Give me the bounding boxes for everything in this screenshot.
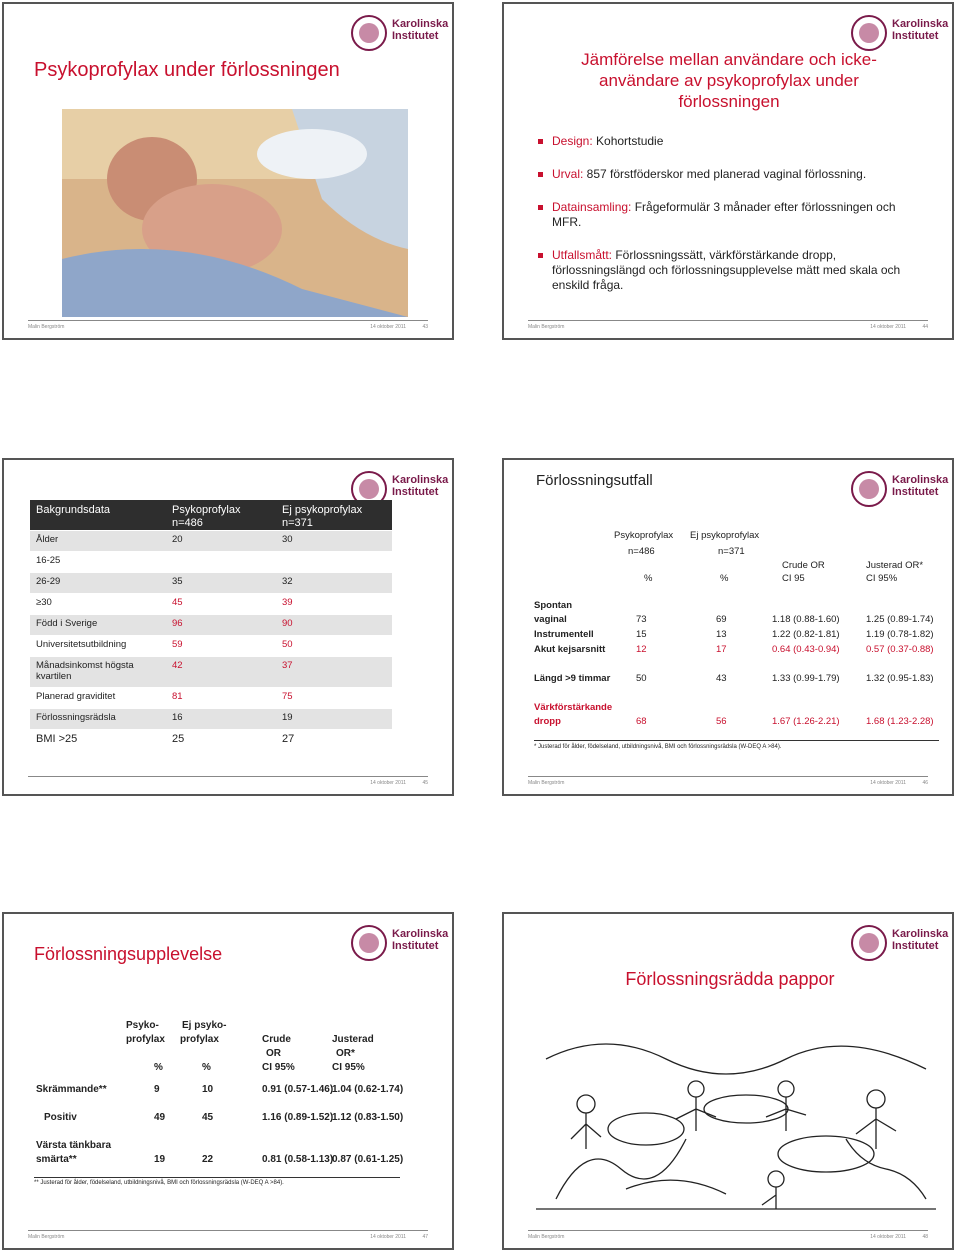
row-value: 20 [172,534,183,545]
slide-46: Karolinska Institutet Förlossningsutfall Psykoprofylax Ej psykoprofylax n=486 n=371 Crude OR Justerad OR* % % CI 95 CI 95% Spontan vaginal 73 69 1.18 (0.88-1.60) 1.25 (0.89-1.74) Instrumentell 15 13 1.22 (0.82-1.81) 1.19 (0.78-1.82) Akut kejsarsnitt 12 17 0.64 (0.43-0.94) 0.57 (0.37-0.88) Längd >9 timmar 50 43 1.33 (0.99-1.79) 1.32 (0.95-1.83) Värkförstärkande dropp 68 56 1.67 (1.26-2.21) 1.68 (1.23-2.28) * Justerad för ålder, födelseland, utbildningsnivå, BMI och förlossningsrädsla (W-DEQ A >84). Malin Bergström 14 oktober 2011 46 [502,458,954,796]
bullet-datainsamling: Datainsamling: Frågeformulär 3 månader efter förlossningen och MFR. [536,200,916,230]
table-row [30,708,392,729]
row-value: 81 [172,691,183,702]
row-value: 59 [172,639,183,650]
row-value: 37 [282,660,293,671]
slide-footer: Malin Bergström 14 oktober 2011 47 [28,1230,428,1242]
row-value: 0.64 (0.43-0.94) [772,644,840,655]
row-label: Född i Sverige [36,618,98,629]
row-value: 1.68 (1.23-2.28) [866,716,934,727]
table-row [30,593,392,614]
row-value: 0.57 (0.37-0.88) [866,644,934,655]
row-value: 42 [172,660,183,671]
karolinska-logo: Karolinska Institutet [850,14,942,52]
row-value: 30 [282,534,293,545]
slide-45 [2,458,454,796]
bullet-urval: Urval: 857 förstföderskor med planerad vaginal förlossning. [536,167,916,182]
table-row [504,614,954,628]
slide-footer: Malin Bergström 14 oktober 2011 48 [528,1230,928,1242]
row-value: 73 [636,614,647,625]
row-label: Planerad graviditet [36,691,116,702]
row-value: 1.12 (0.83-1.50) [332,1112,404,1123]
bullet-design: Design: Kohortstudie [536,134,916,149]
table-header: Bakgrundsdata Psykoprofylax n=486 Ej psykoprofylax n=371 [30,500,392,530]
karolinska-logo: Karolinska Institutet [350,14,442,52]
karolinska-logo: Karolinska Institutet [350,470,442,508]
row-value: 27 [282,733,295,745]
row-label: ≥30 [36,597,52,608]
row-value: 90 [282,618,293,629]
karolinska-logo: Karolinska Institutet [850,470,942,508]
row-label: Positiv [44,1112,77,1123]
table-row [30,729,392,750]
table-row [30,551,392,572]
row-value: 50 [636,673,647,684]
row-value: 50 [282,639,293,650]
table-row [30,656,392,687]
row-value: 1.16 (0.89-1.52) [262,1112,334,1123]
table-row [504,629,954,643]
table-footnote: * Justerad för ålder, födelseland, utbildningsnivå, BMI och förlossningsrädsla (W-DEQ A >84). [534,744,782,750]
row-value: 16 [172,712,183,723]
slide-title: Psykoprofylax under förlossningen [34,59,340,81]
row-label: Skrämmande** [36,1084,107,1095]
row-label: Längd >9 timmar [534,673,611,684]
row-value: 0.91 (0.57-1.46) [262,1084,334,1095]
table-row [30,530,392,551]
slide-48 [502,912,954,1250]
row-value: 56 [716,716,727,727]
table-row [30,687,392,708]
slide-footer: 14 oktober 2011 45 [28,776,428,788]
row-value: 39 [282,597,293,608]
row-label: Ålder [36,534,59,545]
table-row [504,716,954,730]
table-row [504,702,954,716]
bullet-list [536,134,916,311]
slide-47: Karolinska Institutet Förlossningsupplevelse Psyko- Ej psyko- profylax profylax Crude Justerad OR OR* % % CI 95% CI 95% Skrämmande** 9 10 0.91 (0.57-1.46) 1.04 (0.62-1.74) Positiv 49 45 1.16 (0.89-1.52) 1.12 (0.83-1.50) Värsta tänkbara smärta** 19 22 0.81 (0.58-1.13) 0.87 (0.61-1.25) ** Justerad för ålder, födelseland, utbildningsnivå, BMI och förlossningsrädsla (W-DEQ A >84). Malin Bergström 14 oktober 2011 47 [2,912,454,1250]
row-value: 0.87 (0.61-1.25) [332,1154,404,1165]
row-value: 75 [282,691,293,702]
row-value: 1.19 (0.78-1.82) [866,629,934,640]
slide-title: Jämförelse mellan användare och icke-användare av psykoprofylax under förlossningen [581,50,877,111]
table-row [30,635,392,656]
row-value: 1.22 (0.82-1.81) [772,629,840,640]
row-value: 1.32 (0.95-1.83) [866,673,934,684]
karolinska-logo: Karolinska Institutet [350,924,442,962]
seal-icon [350,924,388,962]
seal-icon [850,14,888,52]
row-label: Akut kejsarsnitt [534,644,606,655]
row-label: Universitetsutbildning [36,639,127,650]
row-value: 10 [202,1084,214,1095]
slide-footer: Malin Bergström 14 oktober 2011 46 [528,776,928,788]
table-rule [534,740,939,741]
newborn-photo [62,109,408,317]
row-value: 19 [282,712,293,723]
slide-44 [502,2,954,340]
cartoon-illustration [526,1019,946,1219]
karolinska-logo: Karolinska Institutet [850,924,942,962]
slide-footer: Malin Bergström 14 oktober 2011 44 [528,320,928,332]
row-label: Förlossningsrädsla [36,712,116,723]
row-label: Värsta tänkbara [36,1140,112,1151]
slide-title: Förlossningsupplevelse [34,944,223,964]
slide-title: Förlossningsrädda pappor [625,969,835,989]
row-value: 17 [716,644,727,655]
row-label: Instrumentell [534,629,594,640]
slide-43 [2,2,454,340]
table-row [4,1154,454,1168]
table-row [4,1084,454,1098]
row-value: 13 [716,629,727,640]
row-value: 43 [716,673,727,684]
table-row [504,600,954,614]
row-value: 35 [172,576,183,587]
background-table [30,500,392,750]
row-value: 1.04 (0.62-1.74) [332,1084,404,1095]
row-value: 68 [636,716,647,727]
row-value: 0.81 (0.58-1.13) [262,1154,334,1165]
row-value: 1.33 (0.99-1.79) [772,673,840,684]
table-footnote: ** Justerad för ålder, födelseland, utbildningsnivå, BMI och förlossningsrädsla (W-DEQ A >84). [34,1180,284,1186]
seal-icon [850,924,888,962]
row-value: 32 [282,576,293,587]
bullet-utfallsmatt: Utfallsmått: Förlossningssätt, värkförstärkande dropp, förlossningslängd och förlossningsupplevelse mätt med skala och enskild fråga. [536,248,916,293]
slide-footer: Malin Bergström 14 oktober 2011 43 [28,320,428,332]
slide-title: Förlossningsutfall [536,472,653,489]
row-label: smärta** [36,1154,77,1165]
table-row [504,644,954,658]
row-value: 19 [154,1154,166,1165]
row-label: 16-25 [36,555,61,566]
row-value: 45 [202,1112,214,1123]
table-row [30,572,392,593]
row-value: 69 [716,614,727,625]
table-rule [34,1177,400,1178]
seal-icon [850,470,888,508]
row-label: dropp [534,716,561,727]
row-value: 22 [202,1154,214,1165]
row-value: 25 [172,733,185,745]
row-label: BMI >25 [36,733,78,745]
table-row [30,614,392,635]
row-label: Månadsinkomst högsta kvartilen [36,660,134,682]
row-value: 49 [154,1112,166,1123]
row-value: 96 [172,618,183,629]
row-label: Spontan [534,600,572,611]
table-row [504,673,954,687]
row-value: 1.67 (1.26-2.21) [772,716,840,727]
row-value: 15 [636,629,647,640]
row-label: 26-29 [36,576,61,587]
row-value: 1.25 (0.89-1.74) [866,614,934,625]
seal-icon [350,14,388,52]
table-row [4,1112,454,1126]
row-label: vaginal [534,614,567,625]
row-value: 1.18 (0.88-1.60) [772,614,840,625]
row-value: 12 [636,644,647,655]
table-row [4,1140,454,1154]
row-label: Värkförstärkande [534,702,613,713]
row-value: 45 [172,597,183,608]
row-value: 9 [154,1084,160,1095]
